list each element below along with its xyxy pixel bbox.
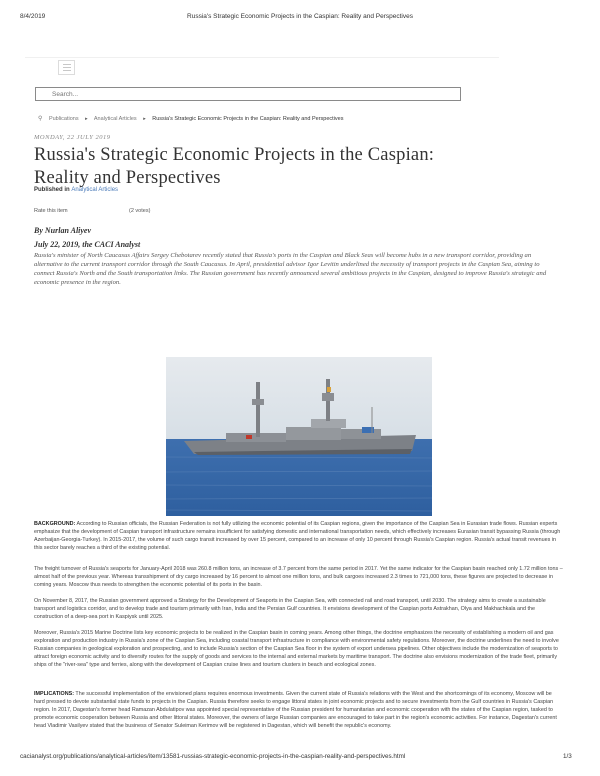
breadcrumb	[38, 115, 343, 122]
article-lead: Russia's minister of North Caucasus Affairs Sergey Chebotarev recently stated that Russia's ports in the Caspian and Black Seas will become hubs in a new transport corridor, providing an alternative to the current transport corridor through the South Caucasus. In April, presidential advisor Igor Levitin underlined the necessity of transport projects in the Caspian Sea, aiming to connect Russia's North and the South transportation links. The Russian government has recently announced several ambitious projects in the Caspian, designed to improve Russia's strategic and economic presence in the region.	[34, 252, 547, 286]
paragraph-text: The freight turnover of Russia's seaports for January-April 2018 was 260.8 million tons, an increase of 3.7 percent from the same period in 2017. Yet the same indicator for the Caspian basin reached only 1.72 million tons – almost half of the previous year. Whereas transshipment of dry cargo increased by 16 percent to almost one million tons, and bulk cargoes increased 2.3 times to 721,000 tons, these figures are projected to decrease in coming years. Moscow thus needs to strengthen the economic potential of its ports in the basin.	[34, 566, 563, 588]
paragraph-strategy	[34, 597, 564, 621]
paragraph-doctrine	[34, 629, 564, 669]
author-byline: By Nurlan Aliyev	[34, 226, 92, 235]
page-url: cacianalyst.org/publications/analytical-articles/item/13581-russias-strategic-economic-projects-in-the-caspian-reality-and-perspectives.html	[20, 753, 406, 760]
paragraph-label: IMPLICATIONS:	[34, 691, 75, 697]
page-number: 1/3	[563, 753, 572, 760]
paragraph-freight	[34, 565, 564, 589]
article-title: Russia's Strategic Economic Projects in the Caspian: Reality and Perspectives	[34, 145, 435, 188]
breadcrumb-separator-icon: ▸	[85, 116, 88, 122]
category-link[interactable]: Analytical Articles	[71, 187, 119, 193]
rate-label: Rate this item	[34, 208, 68, 214]
breadcrumb-current: Russia's Strategic Economic Projects in the Caspian: Reality and Perspectives	[152, 116, 344, 122]
article-image	[166, 357, 432, 516]
header-divider	[25, 57, 499, 58]
print-page-title: Russia's Strategic Economic Projects in the Caspian: Reality and Perspectives	[187, 13, 413, 20]
paragraph-implications	[34, 690, 564, 730]
paragraph-text: According to Russian officials, the Russian Federation is not fully utilizing the economic potential of its Caspian regions, given the importance of the Caspian Sea in Eurasian trade flows. Russian experts emphasize that the development of Caspian transport infrastructure remains insufficient for satisfying domestic and international transportation needs, which effectively increases Eurasian transit bypassing Russia (through Azerbaijan-Georgia-Turkey). In 2015-2017, the volume of such cargo transit increased by over 15 percent, compared to an increase of only 10 percent through Russia's Caspian region. Russia's actual transit revenues in this sector barely reaches a third of the existing potential.	[34, 521, 561, 551]
paragraph-text: Moreover, Russia's 2015 Marine Doctrine lists key economic projects to be realized in the Caspian basin in coming years. Among other things, the doctrine emphasizes the necessity of establishing a modern oil and gas exploration and production industry in Russia's zone of the Caspian Sea, including coastal transport infrastructure in compliance with environmental safety regulations. Moreover, the doctrine underlines the need to involve Russian companies in geological exploration and prospecting, and to include Russia's section of the Caspian Sea floor in the system of export undersea pipelines. Other objectives include the modernization of seaports to attract foreign economic activity and to diversify routes for the supply of goods and services to the internal and external markets by maritime transport. The doctrine also envisions modernization of the trade fleet, primarily ships of the "river-sea" type and ferries, along with the development of Caspian cruise lines and tourism clusters in beach and ecological zones.	[34, 630, 559, 668]
hamburger-icon-line	[63, 70, 71, 71]
breadcrumb-separator-icon: ▸	[143, 116, 146, 122]
article-date: MONDAY, 22 JULY 2019	[34, 134, 111, 141]
vote-count: (2 votes)	[129, 208, 151, 214]
breadcrumb-publications[interactable]: Publications	[48, 116, 79, 122]
hamburger-icon-line	[63, 64, 71, 65]
paragraph-background	[34, 520, 564, 552]
hamburger-icon-line	[63, 67, 71, 68]
published-label: Published in	[34, 187, 70, 193]
published-in	[34, 187, 118, 193]
paragraph-text: On November 8, 2017, the Russian government approved a Strategy for the Development of Seaports in the Caspian Sea, with connected rail and road transport, until 2030. The strategy aims to create a sustainable transport and logistics corridor, and to develop trade and tourism primarily with Iran, India and the Persian Gulf countries. It envisions development of the Caspian ports Astrakhan, Olya and Makhachkala and the construction of a deep-sea port in Kaspiysk until 2025.	[34, 598, 546, 620]
paragraph-label: BACKGROUND:	[34, 521, 76, 527]
menu-toggle-button[interactable]	[58, 60, 75, 75]
search-input[interactable]	[35, 87, 461, 101]
print-date: 8/4/2019	[20, 13, 46, 20]
breadcrumb-analytical-articles[interactable]: Analytical Articles	[93, 116, 137, 122]
location-pin-icon: ⚲	[38, 116, 43, 122]
print-header	[0, 0, 600, 20]
paragraph-text: The successful implementation of the envisioned plans requires enormous investments. Given the current state of Russia's relations with the West and the shortcomings of its economy, Moscow will be hard pressed to devote substantial state funds to projects in the Caspian. Russia therefore seeks to engage littoral states in joint economic projects and to secure investments from the Gulf countries in Russia's Caspian region. In 2017, Dagestan's former head Ramazan Abdulatipov was appointed special representative of the Russian president for humanitarian and economic cooperation with the states of the Caspian region, tasked to promote economic cooperation between Russia and other littoral states. Moreover, the owners of large Russian companies are encouraged to take part in the region's economic activities. For instance, Dagestan's current head Vladimir Vasilyev stated that the business of Senator Suleiman Kerimov will be registered in Dagestan, which will benefit the republic's economy.	[34, 691, 557, 729]
source-line: July 22, 2019, the CACI Analyst	[34, 240, 141, 249]
